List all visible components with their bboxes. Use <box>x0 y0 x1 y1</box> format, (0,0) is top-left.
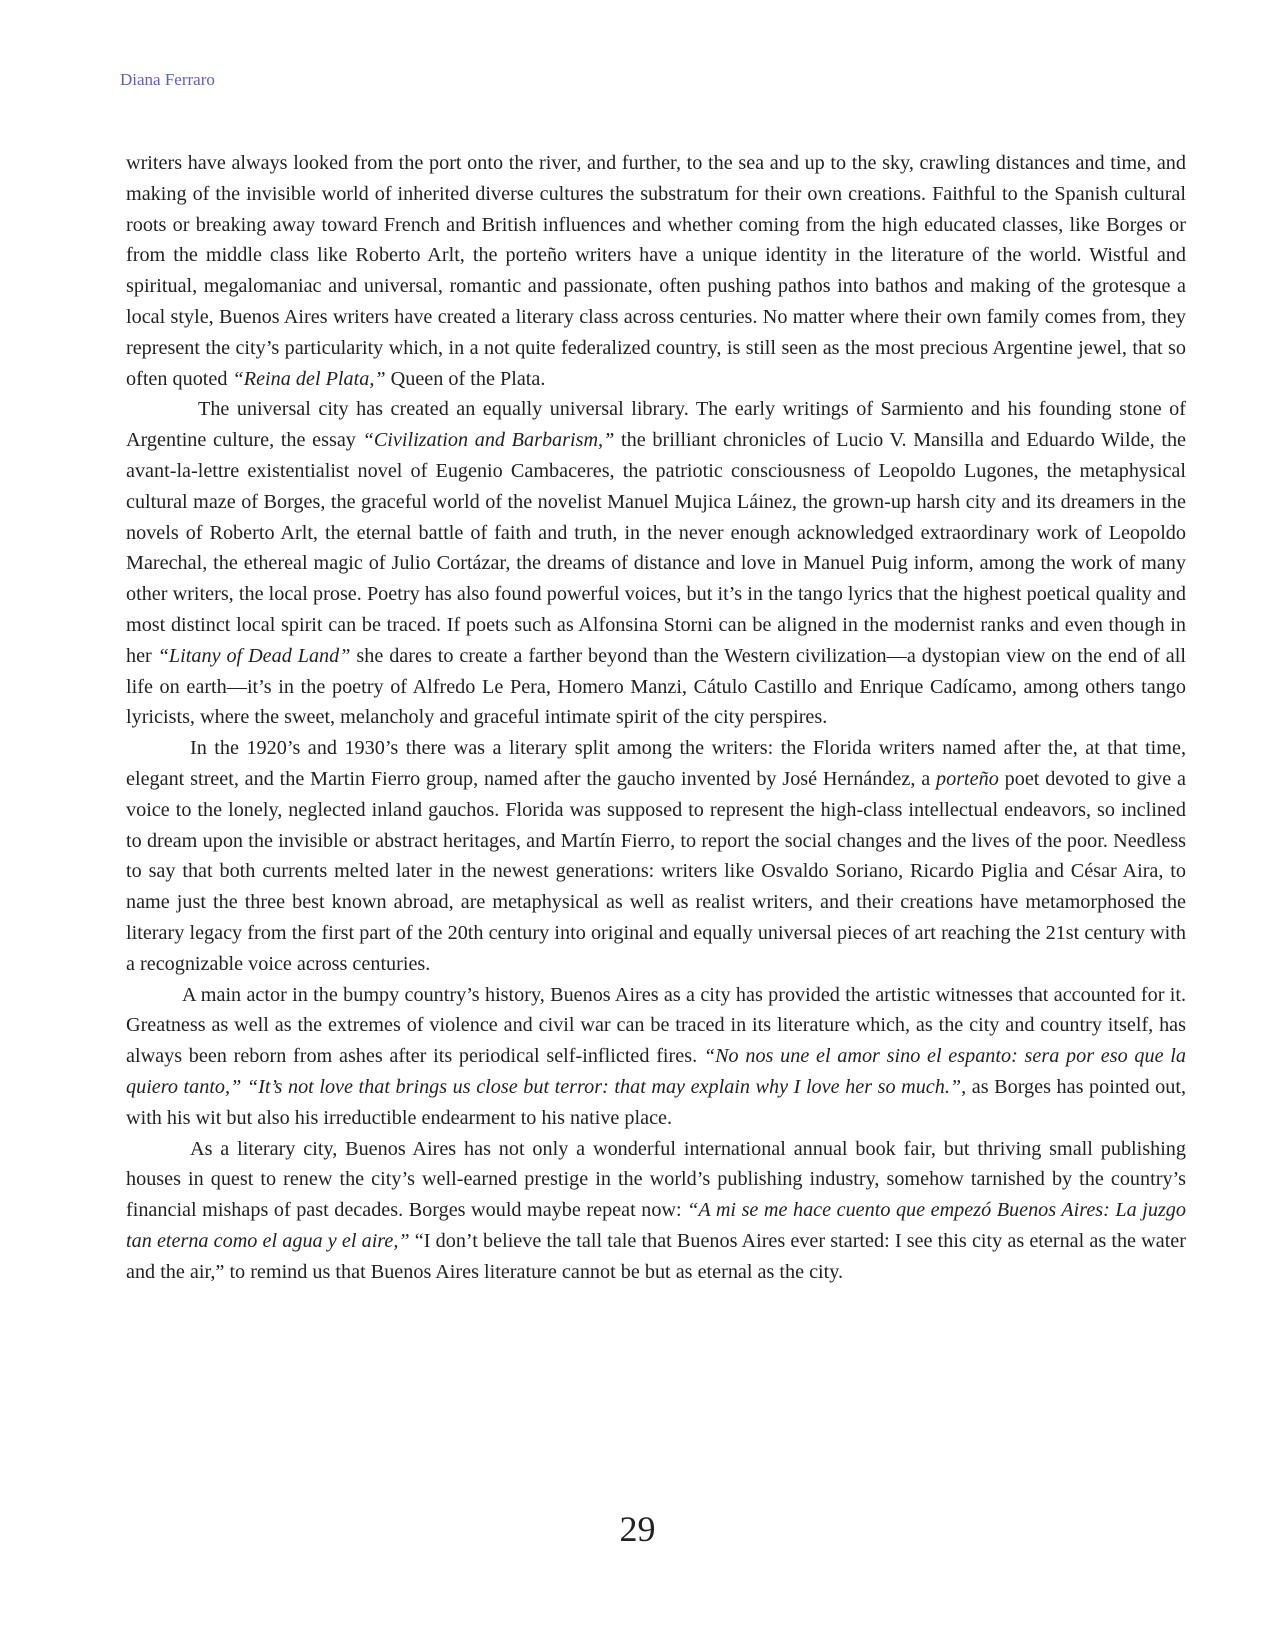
paragraph-5 <box>126 1134 1186 1288</box>
running-head-author: Diana Ferraro <box>120 70 215 89</box>
emphasis-porteno: porteño <box>936 767 999 790</box>
quote-borges-eterna: “A mi se me hace cuento que empezó Buenos Aires: La juzgo tan eterna como el agua y el aire,” <box>126 1199 1186 1252</box>
paragraph-3-text-a: In the 1920’s and 1930’s there was a literary split among the writers: the Florida writers named after the, at that time, elegant street, and the Martin Fierro group, named after the gaucho invented by José Hernández, a <box>126 737 1186 790</box>
paragraph-4 <box>126 980 1186 1134</box>
paragraph-4-text-a: A main actor in the bumpy country’s history, Buenos Aires as a city has provided the artistic witnesses that accounted for it. Greatness as well as the extremes of violence and civil war can be traced in its literature which, as the city and country itself, has always been reborn from ashes after its periodical self-inflicted fires. <box>126 983 1186 1068</box>
quote-litany-dead-land: “Litany of Dead Land” <box>157 644 351 667</box>
paragraph-2-text-b: the brilliant chronicles of Lucio V. Mansilla and Eduardo Wilde, the avant-la-lettre existentialist novel of Eugenio Cambaceres, the patriotic consciousness of Leopoldo Lugones, the metaphysical cultural maze of Borges, the graceful world of the novelist Manuel Mujica Láinez, the grown-up harsh city and its dreamers in the novels of Roberto Arlt, the eternal battle of faith and truth, in the never enough acknowledged extraordinary work of Leopoldo Marechal, the ethereal magic of Julio Cortázar, the dreams of distance and love in Manuel Puig inform, among the work of many other writers, the local prose. Poetry has also found powerful voices, but it’s in the tango lyrics that the highest poetical quality and most distinct local spirit can be traced. If poets such as Alfonsina Storni can be aligned in the modernist ranks and even though in her <box>126 429 1187 667</box>
paragraph-1-text: writers have always looked from the port onto the river, and further, to the sea and up to the sky, crawling distances and time, and making of the invisible world of inherited diverse cultures the substratum for their own creations. Faithful to the Spanish cultural roots or breaking away toward French and British influences and whether coming from the high educated classes, like Borges or from the middle class like Roberto Arlt, the porteño writers have a unique identity in the literature of the world. Wistful and spiritual, megalomaniac and universal, romantic and passionate, often pushing pathos into bathos and making of the grotesque a local style, Buenos Aires writers have created a literary class across centuries. No matter where their own family comes from, they represent the city’s particularity which, in a not quite federalized country, is still seen as the most precious Argentine jewel, that so often quoted <box>126 152 1186 390</box>
page-number: 29 <box>619 1509 656 1549</box>
quote-borges-espanto: “No nos une el amor sino el espanto: sera por eso que la quiero tanto,” “It’s not love that brings us close but terror: that may explain why I love her so much.” <box>126 1045 1187 1098</box>
paragraph-5-text-a: As a literary city, Buenos Aires has not only a wonderful international annual book fair, but thriving small publishing houses in quest to renew the city’s well-earned prestige in the world’s publishing industry, somehow tarnished by the country’s financial mishaps of past decades. Borges would maybe repeat now: <box>126 1137 1186 1222</box>
paragraph-2 <box>126 394 1186 733</box>
body-text <box>126 148 1186 1287</box>
paragraph-3-text-b: poet devoted to give a voice to the lonely, neglected inland gauchos. Florida was supposed to represent the high-class intellectual endeavors, so inclined to dream upon the invisible or abstract heritages, and Martín Fierro, to report the social changes and the lives of the poor. Needless to say that both currents melted later in the newest generations: writers like Osvaldo Soriano, Ricardo Piglia and César Aira, to name just the three best known abroad, are metaphysical as well as realist writers, and their creations have metamorphosed the literary legacy from the first part of the 20th century into original and equally universal pieces of art reaching the 21st century with a recognizable voice across centuries. <box>126 767 1186 975</box>
paragraph-2-text-c: she dares to create a farther beyond than the Western civilization—a dystopian view on the end of all life on earth—it’s in the poetry of Alfredo Le Pera, Homero Manzi, Cátulo Castillo and Enrique Cadícamo, among others tango lyricists, where the sweet, melancholy and graceful intimate spirit of the city perspires. <box>126 644 1186 729</box>
quote-civilization-barbarism: “Civilization and Barbarism,” <box>362 429 615 452</box>
paragraph-1-tail: Queen of the Plata. <box>385 367 546 390</box>
paragraph-4-text-b: , as Borges has pointed out, with his wit but also his irreductible endearment to his native place. <box>126 1075 1186 1129</box>
paragraph-2-text-a: The universal city has created an equally universal library. The early writings of Sarmiento and his founding stone of Argentine culture, the essay <box>126 398 1186 452</box>
quote-reina-del-plata: “Reina del Plata,” <box>232 367 386 390</box>
paragraph-1 <box>126 148 1186 394</box>
paragraph-3 <box>126 733 1186 979</box>
paragraph-5-text-b: “I don’t believe the tall tale that Buenos Aires ever started: I see this city as eternal as the water and the air,” to remind us that Buenos Aires literature cannot be but as eternal as the city. <box>126 1229 1186 1283</box>
